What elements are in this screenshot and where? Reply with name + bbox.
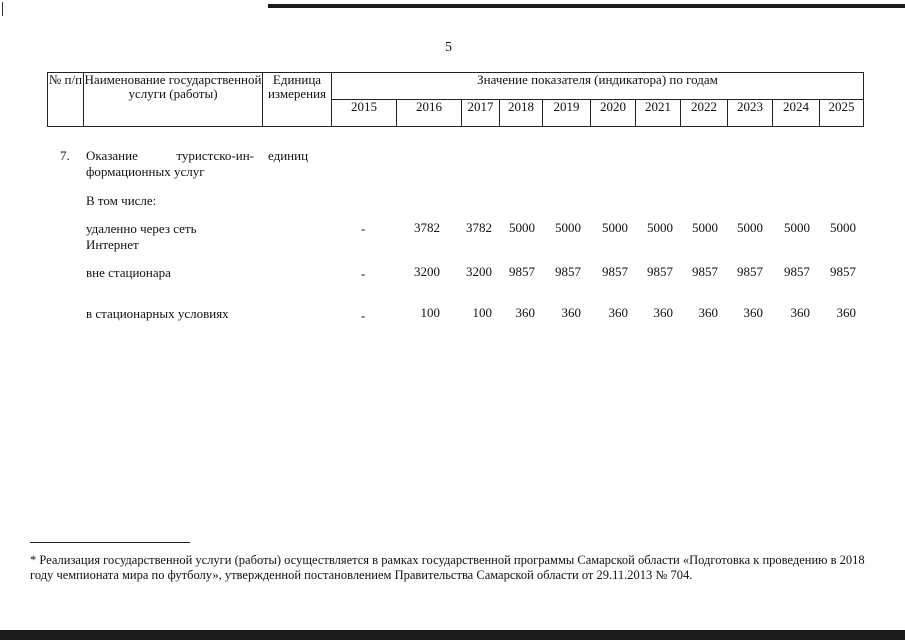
service-name-line2: формационных услуг xyxy=(86,164,205,179)
row-label-cont: Интернет xyxy=(86,237,139,252)
header-year: 2021 xyxy=(636,100,681,127)
value-2023: 9857 xyxy=(737,264,763,279)
value-2022: 360 xyxy=(698,305,718,320)
value-2018: 9857 xyxy=(509,264,535,279)
header-year: 2025 xyxy=(820,100,864,127)
row-unit: - xyxy=(361,221,366,236)
value-2024: 5000 xyxy=(784,220,810,235)
value-2020: 5000 xyxy=(602,220,628,235)
value-2018: 360 xyxy=(515,305,535,320)
bottom-scan-border xyxy=(0,630,905,640)
value-2017: 3200 xyxy=(466,264,492,279)
service-name-line1: Оказание туристско-ин- xyxy=(86,148,254,163)
value-2022: 5000 xyxy=(692,220,718,235)
header-unit: Единица измерения xyxy=(263,73,332,127)
value-2017: 3782 xyxy=(466,220,492,235)
value-2021: 9857 xyxy=(647,264,673,279)
header-year: 2018 xyxy=(500,100,543,127)
value-2025: 9857 xyxy=(830,264,856,279)
value-2020: 360 xyxy=(608,305,628,320)
header-year: 2020 xyxy=(591,100,636,127)
value-2021: 360 xyxy=(653,305,673,320)
value-2016: 3200 xyxy=(414,264,440,279)
value-2020: 9857 xyxy=(602,264,628,279)
row-unit: - xyxy=(361,308,366,323)
value-2023: 5000 xyxy=(737,220,763,235)
value-2024: 9857 xyxy=(784,264,810,279)
value-2024: 360 xyxy=(790,305,810,320)
footnote-separator xyxy=(30,542,190,543)
header-year: 2024 xyxy=(773,100,820,127)
header-year: 2022 xyxy=(681,100,728,127)
value-2016: 100 xyxy=(420,305,440,320)
value-2025: 360 xyxy=(836,305,856,320)
row-label: удаленно через сеть xyxy=(86,221,197,236)
value-2025: 5000 xyxy=(830,220,856,235)
header-year: 2017 xyxy=(462,100,500,127)
service-number: 7. xyxy=(60,148,70,163)
header-year: 2019 xyxy=(543,100,591,127)
value-2019: 9857 xyxy=(555,264,581,279)
page-number: 5 xyxy=(445,40,452,55)
value-2023: 360 xyxy=(743,305,763,320)
header-year: 2016 xyxy=(397,100,462,127)
value-2019: 5000 xyxy=(555,220,581,235)
service-unit: единиц xyxy=(268,148,309,163)
row-label: в стационарных условиях xyxy=(86,306,229,321)
header-number: № п/п xyxy=(48,73,84,127)
row-label: вне стационара xyxy=(86,265,171,280)
value-2018: 5000 xyxy=(509,220,535,235)
value-2017: 100 xyxy=(472,305,492,320)
row-unit: - xyxy=(361,266,366,281)
header-service-name: Наименование государственной услуги (работы) xyxy=(84,73,263,127)
header-year: 2023 xyxy=(728,100,773,127)
value-2019: 360 xyxy=(561,305,581,320)
value-2022: 9857 xyxy=(692,264,718,279)
value-2021: 5000 xyxy=(647,220,673,235)
footnote: * Реализация государственной услуги (работы) осуществляется в рамках государственной программы Самарской области «Подготовка к проведению в 2018 году чемпионата мира по футболу», утвержденной постановлением Правительства Самарской области от 29.11.2013 № 704. xyxy=(30,553,865,582)
subheading: В том числе: xyxy=(86,193,157,208)
header-year: 2015 xyxy=(332,100,397,127)
header-values-by-year: Значение показателя (индикатора) по годам xyxy=(332,73,864,100)
value-2016: 3782 xyxy=(414,220,440,235)
